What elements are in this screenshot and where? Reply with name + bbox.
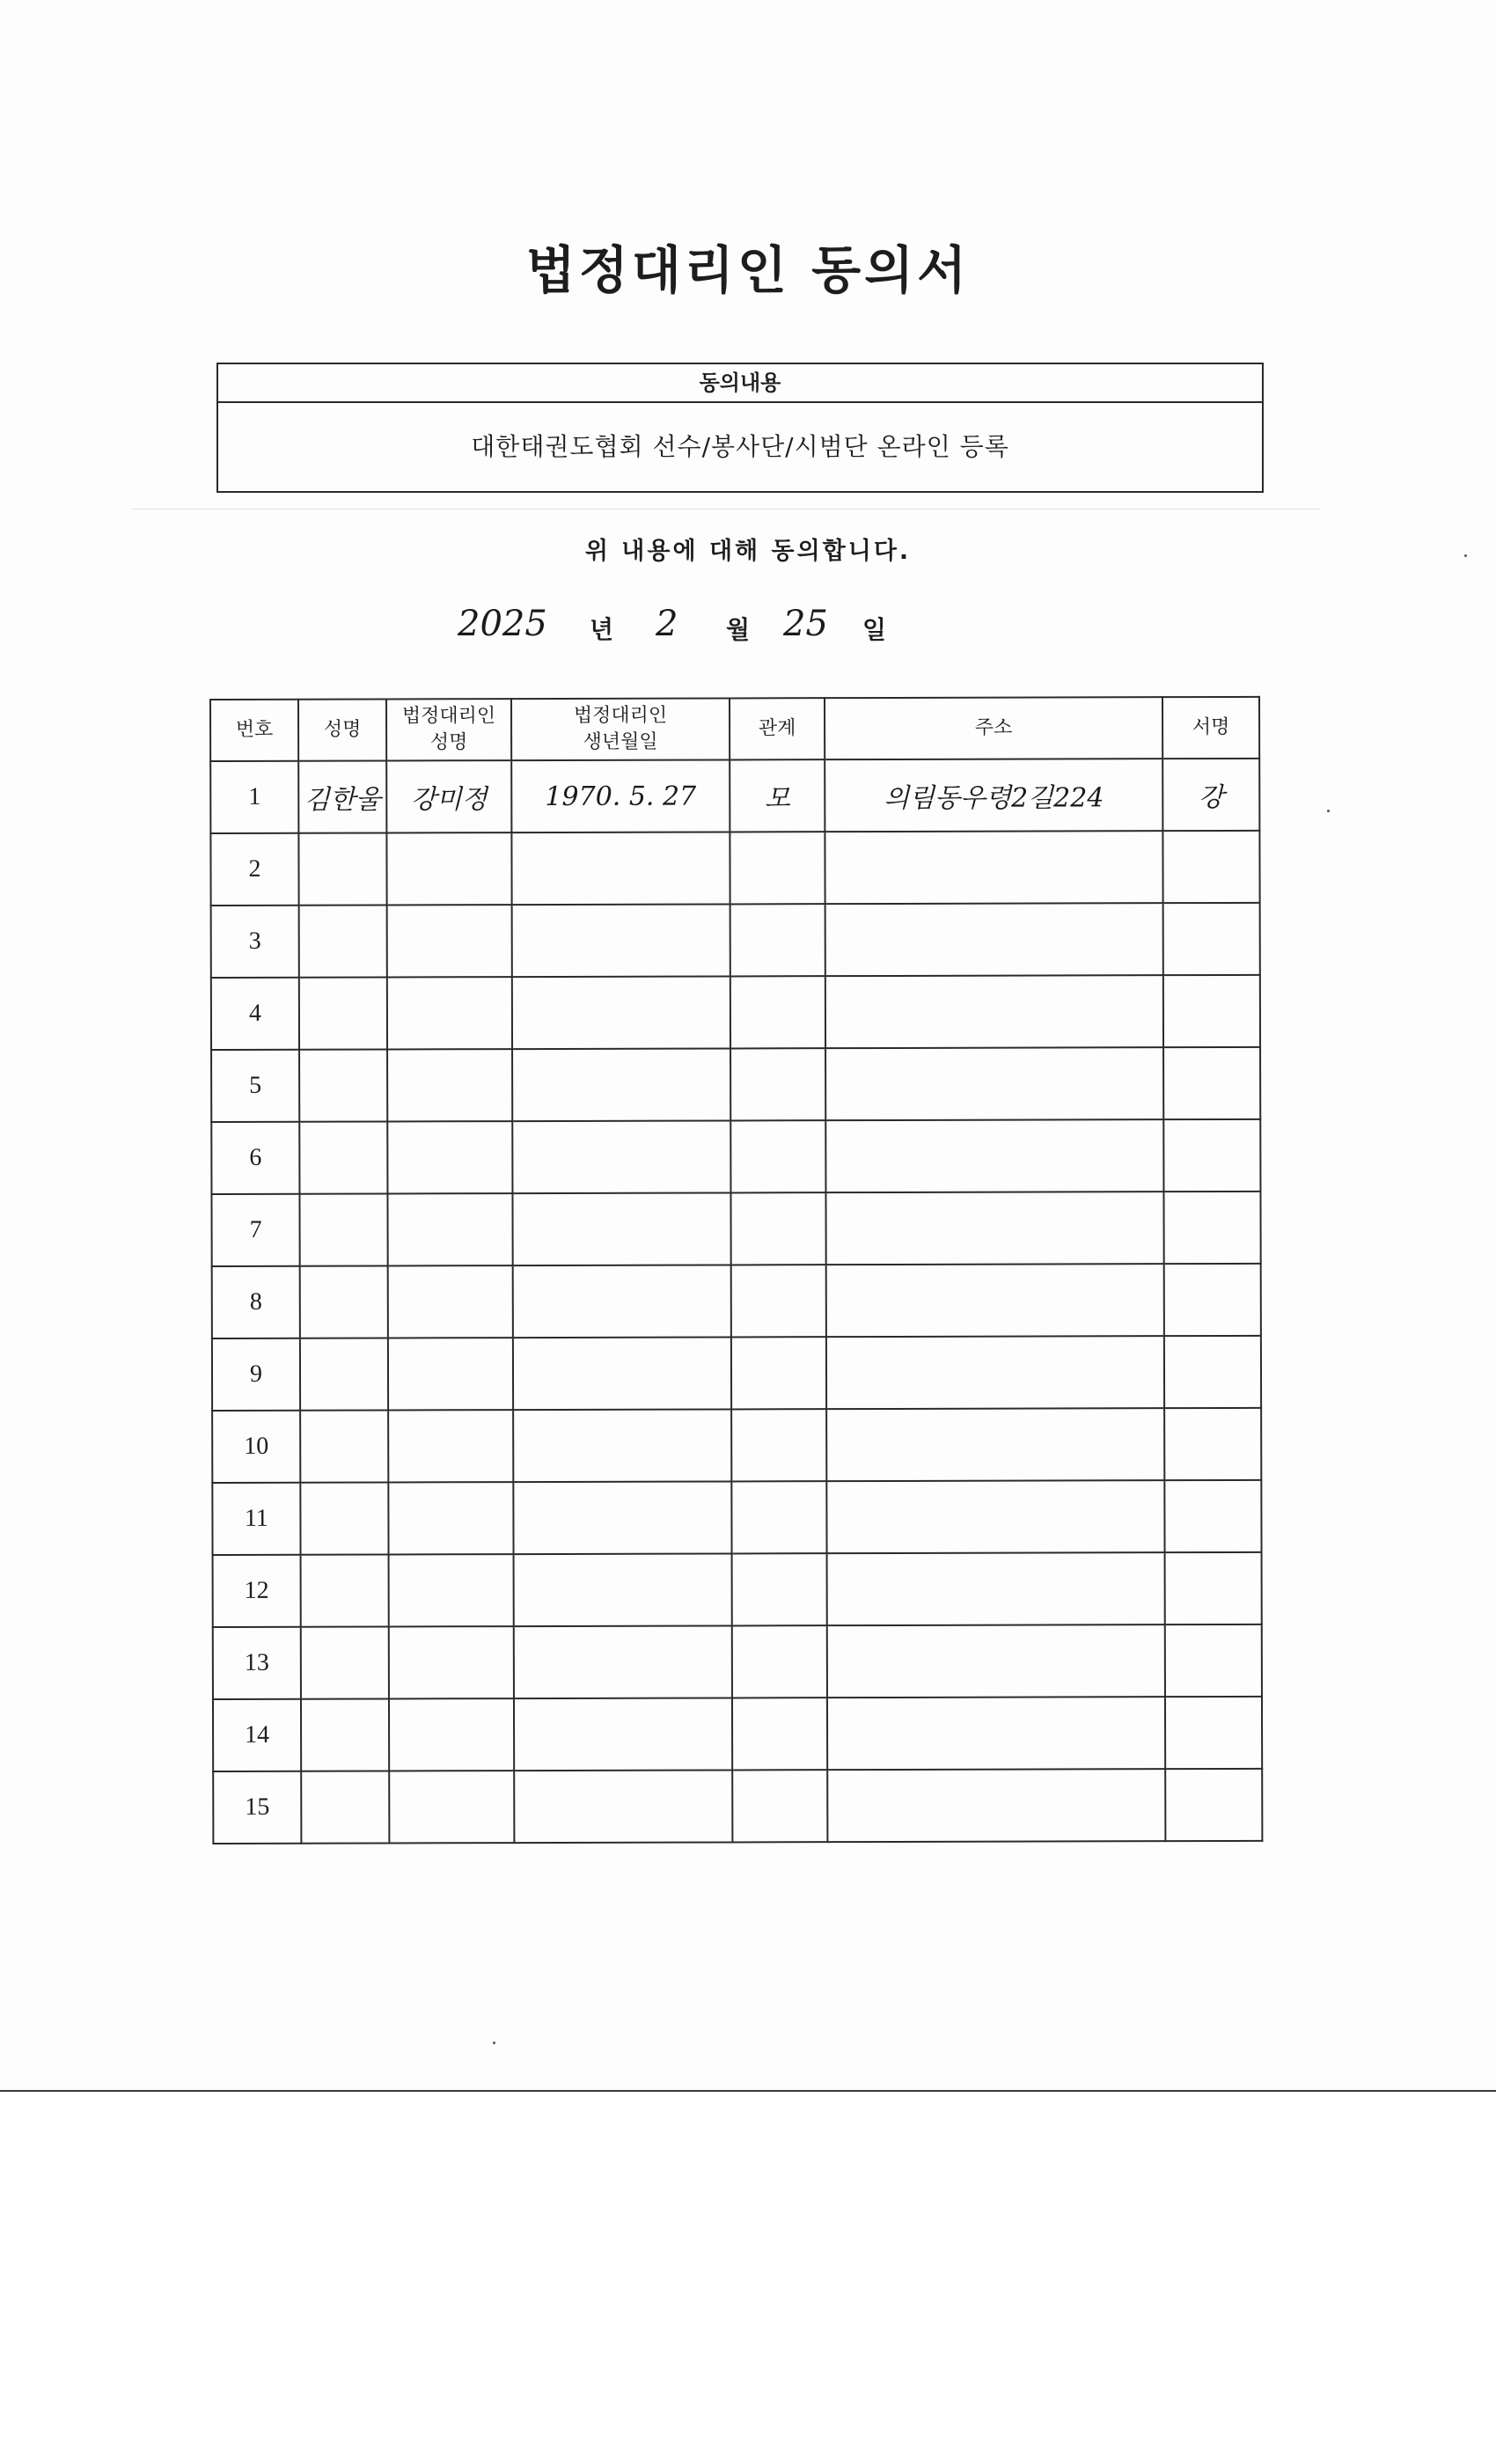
cell-address <box>826 1264 1164 1337</box>
cell-guardian-name <box>387 905 512 977</box>
scan-page-edge <box>0 2090 1496 2092</box>
date-month-unit: 월 <box>726 615 751 644</box>
header-signature: 서명 <box>1162 697 1259 759</box>
cell-address <box>827 1769 1165 1842</box>
row-number: 10 <box>212 1411 300 1483</box>
cell-guardian-name <box>387 1049 512 1121</box>
table-header-row <box>210 697 1259 761</box>
cell-address <box>825 831 1162 904</box>
row-number: 1 <box>210 761 298 833</box>
cell-signature <box>1163 1119 1260 1192</box>
cell-guardian-birth <box>511 832 730 905</box>
cell-signature <box>1165 1624 1262 1697</box>
cell-relation <box>730 1192 825 1265</box>
row-number: 6 <box>211 1122 299 1194</box>
cell-guardian-name <box>389 1626 514 1698</box>
table-row <box>213 1769 1262 1844</box>
cell-signature <box>1163 975 1260 1047</box>
cell-name <box>299 905 387 977</box>
cell-relation <box>732 1625 827 1698</box>
cell-name <box>298 832 386 905</box>
cell-name <box>301 1554 389 1626</box>
header-guardian-name-line2: 성명 <box>429 731 468 754</box>
cell-name <box>301 1771 389 1843</box>
date-day-handwritten: 25 <box>783 604 828 644</box>
cell-address <box>827 1624 1165 1698</box>
table-row <box>211 1047 1260 1122</box>
cell-address <box>826 1336 1164 1409</box>
cell-signature <box>1164 1264 1261 1336</box>
header-number: 번호 <box>210 700 298 761</box>
table-row <box>211 1192 1260 1266</box>
cell-guardian-name <box>388 1338 513 1410</box>
cell-name <box>300 1410 388 1482</box>
header-guardian-name-line1: 법정대리인 <box>401 705 496 728</box>
scan-speck <box>1327 810 1330 812</box>
cell-name: 김한울 <box>298 760 386 832</box>
row-number: 11 <box>212 1483 300 1555</box>
document-title: 법정대리인 동의서 <box>525 240 971 300</box>
cell-guardian-birth <box>514 1625 732 1698</box>
cell-signature: 강 <box>1162 759 1259 831</box>
table-row <box>212 1408 1261 1483</box>
cell-relation <box>732 1698 827 1770</box>
cell-relation <box>731 1481 826 1553</box>
row-number: 8 <box>212 1266 300 1338</box>
cell-address <box>826 1480 1164 1553</box>
cell-guardian-birth <box>513 1337 731 1410</box>
row-number: 9 <box>212 1338 300 1411</box>
cell-guardian-name <box>387 1193 512 1265</box>
cell-relation <box>731 1409 826 1481</box>
table-row <box>212 1264 1261 1338</box>
cell-guardian-birth <box>512 1192 730 1265</box>
cell-guardian-birth: 1970. 5. 27 <box>511 759 730 832</box>
cell-guardian-name <box>388 1482 513 1554</box>
row-number: 2 <box>210 833 298 906</box>
header-guardian-birth <box>511 698 730 760</box>
header-address: 주소 <box>825 697 1162 759</box>
cell-signature <box>1165 1769 1262 1841</box>
cell-signature <box>1164 1480 1261 1552</box>
row-number: 15 <box>213 1771 301 1844</box>
cell-guardian-birth <box>513 1409 731 1482</box>
date-day-unit: 일 <box>862 615 887 644</box>
cell-address <box>827 1552 1165 1625</box>
cell-relation <box>730 976 825 1048</box>
date-year-unit: 년 <box>590 615 614 644</box>
scan-speck <box>493 2042 495 2044</box>
agreement-statement: 위 내용에 대해 동의합니다. <box>584 538 912 565</box>
header-guardian-name <box>386 699 511 760</box>
cell-name <box>300 1338 388 1410</box>
table-row <box>210 759 1259 833</box>
cell-guardian-name: 강미정 <box>386 760 511 832</box>
cell-address <box>825 903 1163 976</box>
cell-address <box>827 1697 1165 1770</box>
cell-name <box>301 1698 389 1771</box>
cell-relation <box>730 1120 825 1192</box>
cell-signature <box>1163 1047 1260 1119</box>
date-line <box>458 598 950 660</box>
row-number: 3 <box>211 906 299 978</box>
cell-guardian-birth <box>512 904 730 977</box>
cell-relation <box>732 1553 827 1625</box>
table-row <box>213 1552 1262 1627</box>
cell-address: 의림동우령2길224 <box>825 759 1162 832</box>
row-number: 4 <box>211 978 299 1050</box>
table-row <box>213 1697 1262 1771</box>
table-row <box>212 1480 1261 1555</box>
paper-fold-line <box>132 509 1320 510</box>
table-body <box>210 759 1262 1844</box>
cell-signature <box>1164 1408 1261 1480</box>
cell-address <box>825 1119 1163 1192</box>
cell-name <box>300 1482 388 1554</box>
cell-guardian-name <box>389 1698 514 1771</box>
header-relation: 관계 <box>730 698 825 759</box>
date-month-handwritten: 2 <box>656 604 678 644</box>
row-number: 5 <box>211 1050 299 1122</box>
cell-guardian-name <box>387 1121 512 1193</box>
cell-guardian-birth <box>512 1120 730 1193</box>
cell-guardian-birth <box>512 976 730 1049</box>
consent-content-box <box>216 363 1264 493</box>
cell-signature <box>1165 1552 1262 1624</box>
cell-signature <box>1165 1697 1262 1769</box>
row-number: 7 <box>211 1194 299 1266</box>
cell-guardian-name <box>389 1771 514 1843</box>
cell-guardian-birth <box>513 1265 731 1338</box>
consent-content-header: 동의내용 <box>218 364 1262 403</box>
table-row <box>213 1624 1262 1699</box>
cell-address <box>825 975 1163 1048</box>
cell-name <box>299 1121 387 1193</box>
row-number: 12 <box>213 1555 301 1627</box>
cell-name <box>301 1626 389 1698</box>
cell-guardian-birth <box>512 1048 730 1121</box>
row-number: 14 <box>213 1699 301 1771</box>
guardian-consent-table <box>209 696 1263 1844</box>
cell-relation <box>732 1770 827 1842</box>
cell-address <box>825 1192 1163 1265</box>
cell-relation <box>730 904 825 976</box>
cell-name <box>300 1265 388 1338</box>
table-row <box>211 975 1260 1050</box>
table-row <box>210 831 1259 906</box>
cell-relation <box>731 1337 826 1409</box>
cell-relation <box>731 1265 826 1337</box>
cell-guardian-name <box>387 977 512 1049</box>
cell-relation: 모 <box>730 759 825 832</box>
row-number: 13 <box>213 1627 301 1699</box>
table-row <box>212 1336 1261 1411</box>
table-row <box>211 1119 1260 1194</box>
cell-guardian-name <box>386 832 511 905</box>
header-guardian-birth-line1: 법정대리인 <box>573 704 668 727</box>
cell-name <box>299 1193 387 1265</box>
cell-relation <box>730 1048 825 1120</box>
cell-guardian-birth <box>513 1481 731 1554</box>
header-name: 성명 <box>298 699 386 760</box>
cell-name <box>299 1049 387 1121</box>
cell-signature <box>1164 1336 1261 1408</box>
cell-guardian-name <box>389 1554 514 1626</box>
cell-relation <box>730 832 825 904</box>
cell-address <box>825 1047 1163 1120</box>
table-row <box>211 903 1260 978</box>
cell-address <box>826 1408 1164 1481</box>
cell-guardian-birth <box>514 1553 732 1626</box>
cell-signature <box>1162 831 1259 903</box>
cell-guardian-birth <box>514 1698 732 1771</box>
cell-guardian-name <box>388 1265 513 1338</box>
cell-guardian-birth <box>514 1770 732 1843</box>
cell-name <box>299 977 387 1049</box>
cell-guardian-name <box>388 1410 513 1482</box>
date-year-handwritten: 2025 <box>458 604 547 644</box>
cell-signature <box>1163 1192 1260 1264</box>
header-guardian-birth-line2: 생년월일 <box>583 730 658 753</box>
consent-content-body: 대한태권도협회 선수/봉사단/시범단 온라인 등록 <box>471 432 1009 461</box>
cell-signature <box>1163 903 1260 975</box>
